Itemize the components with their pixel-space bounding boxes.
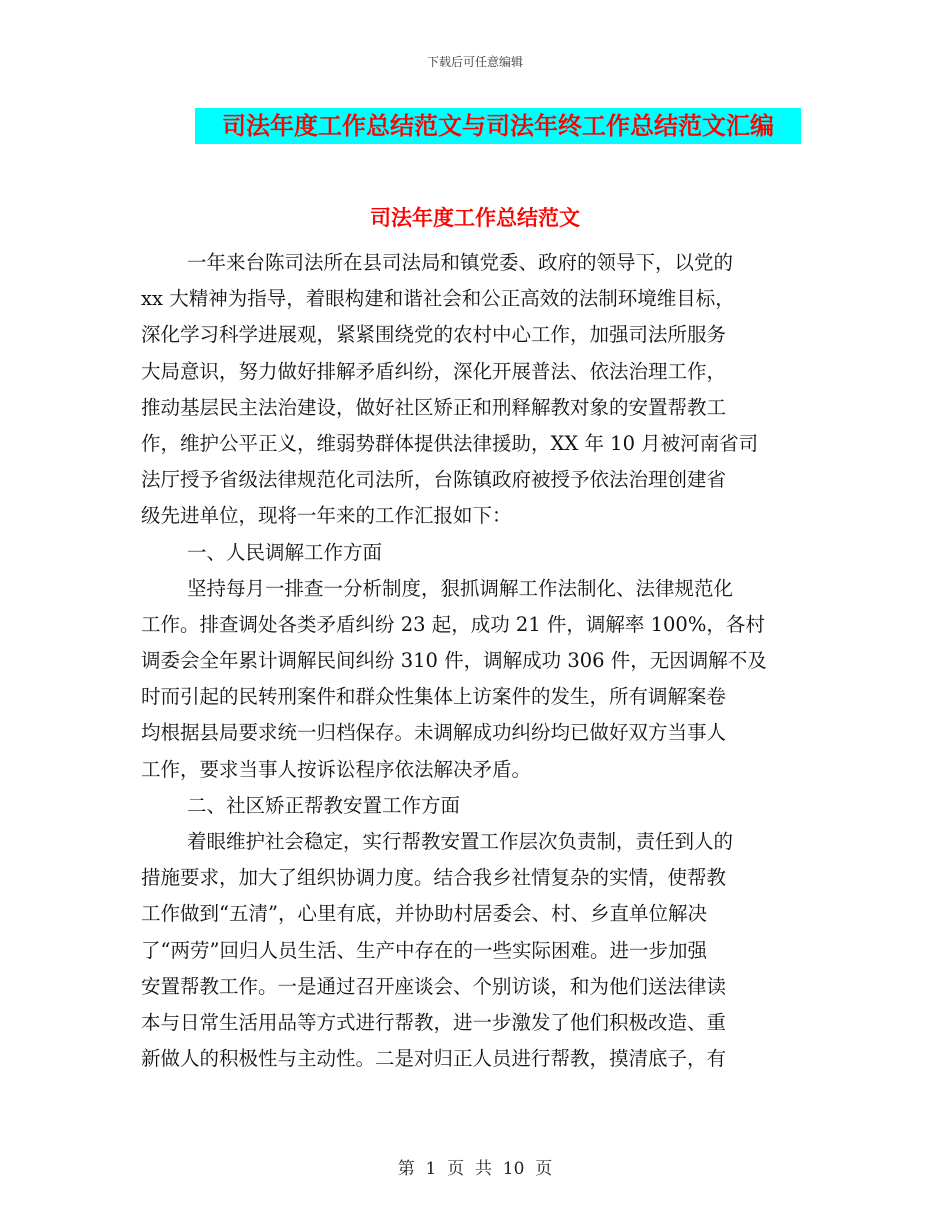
paragraph-line: 均根据县局要求统一归档保存。未调解成功纠纷均已做好双方当事人 <box>141 721 727 745</box>
paragraph-line: 新做人的积极性与主动性。二是对归正人员进行帮教，摸清底子，有 <box>141 1047 727 1071</box>
section-heading: 二、社区矫正帮教安置工作方面 <box>187 793 461 817</box>
body-text <box>141 245 813 1077</box>
paragraph-line: 了“两劳”回归人员生活、生产中存在的一些实际困难。进一步加强 <box>141 938 707 962</box>
paragraph-line: 安置帮教工作。一是通过召开座谈会、个别访谈，和为他们送法律读 <box>141 974 727 998</box>
paragraph-line: 级先进单位，现将一年来的工作汇报如下： <box>141 504 512 528</box>
paragraph-line: xx 大精神为指导，着眼构建和谐社会和公正高效的法制环境维目标， <box>141 287 735 311</box>
page-header-note: 下载后可任意编辑 <box>426 55 523 69</box>
paragraph-line: 作，维护公平正义，维弱势群体提供法律援助，XX 年 10 月被河南省司 <box>141 431 759 455</box>
paragraph-line: 工作。排查调处各类矛盾纠纷 23 起，成功 21 件，调解率 100%，各村 <box>141 612 765 636</box>
document-title-block <box>195 108 801 144</box>
paragraph-line: 坚持每月一排查一分析制度，狠抓调解工作法制化、法律规范化 <box>187 576 734 600</box>
paragraph-line: 措施要求，加大了组织协调力度。结合我乡社情复杂的实情，使帮教 <box>141 866 727 890</box>
paragraph-line: 时而引起的民转刑案件和群众性集体上访案件的发生，所有调解案卷 <box>141 685 727 709</box>
paragraph-line: 法厅授予省级法律规范化司法所，台陈镇政府被授予依法治理创建省 <box>141 468 727 492</box>
page-number: 第 1 页 共 10 页 <box>397 1159 553 1179</box>
paragraph-line: 工作，要求当事人按诉讼程序依法解决矛盾。 <box>141 757 532 781</box>
section-heading: 一、人民调解工作方面 <box>187 540 383 564</box>
paragraph-line: 深化学习科学进展观，紧紧围绕党的农村中心工作，加强司法所服务 <box>141 323 727 347</box>
paragraph-line: 大局意识，努力做好排解矛盾纠纷，深化开展普法、依法治理工作， <box>141 359 727 383</box>
paragraph-line: 着眼维护社会稳定，实行帮教安置工作层次负责制，责任到人的 <box>187 830 734 853</box>
section-title: 司法年度工作总结范文 <box>370 206 580 230</box>
paragraph-line: 本与日常生活用品等方式进行帮教，进一步激发了他们积极改造、重 <box>141 1010 727 1034</box>
paragraph-line: 调委会全年累计调解民间纠纷 310 件，调解成功 306 件，无因调解不及 <box>141 649 767 673</box>
document-title: 司法年度工作总结范文与司法年终工作总结范文汇编 <box>195 108 801 144</box>
paragraph-line: 工作做到“五清”，心里有底，并协助村居委会、村、乡直单位解决 <box>141 902 707 926</box>
paragraph-line: 一年来台陈司法所在县司法局和镇党委、政府的领导下，以党的 <box>187 251 734 274</box>
paragraph-line: 推动基层民主法治建设，做好社区矫正和刑释解教对象的安置帮教工 <box>141 395 727 419</box>
